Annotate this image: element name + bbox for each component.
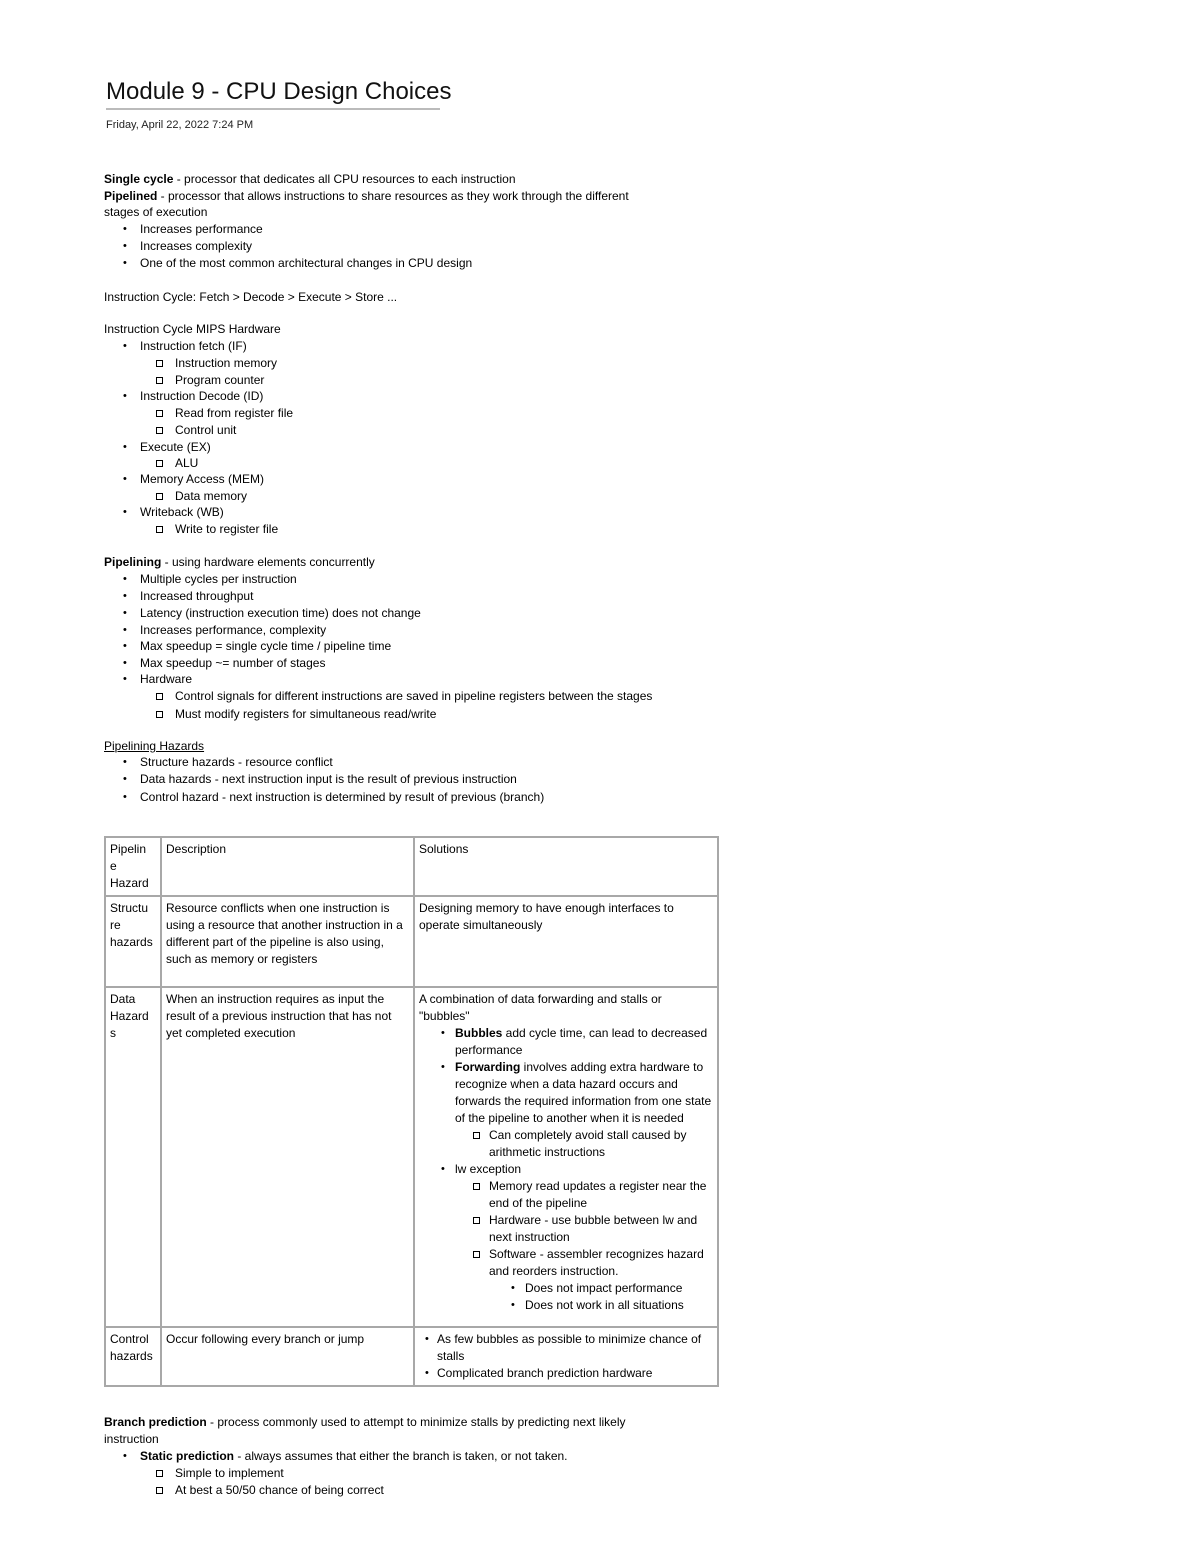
mips-sub: Control unit bbox=[175, 423, 237, 437]
mips-sub: Data memory bbox=[175, 489, 248, 503]
static-prediction-def: - always assumes that either the branch is taken, or not taken. bbox=[234, 1449, 568, 1463]
forwarding-text: involves adding extra hardware to recognize when a data hazard occurs and forwards the required information from one state of the pipeline to another when it is needed bbox=[455, 1060, 712, 1125]
mips-stage: • Writeback (WB) bbox=[140, 504, 224, 520]
row-name-text: Structu re hazards bbox=[110, 901, 153, 949]
pipelined-term: Pipelined bbox=[104, 189, 158, 203]
pipelined-def-cont: stages of execution bbox=[104, 205, 208, 219]
header-hazard-text: Pipelin e Hazard bbox=[110, 842, 149, 890]
row-description-text: Occur following every branch or jump bbox=[166, 1332, 365, 1346]
row-name bbox=[105, 1327, 161, 1386]
pipelined-line bbox=[104, 188, 629, 204]
mips-stage: • Execute (EX) bbox=[140, 439, 211, 455]
hardware-sub: Control signals for different instructions are saved in pipeline registers between the stages bbox=[175, 689, 653, 703]
mips-stage: • Instruction Decode (ID) bbox=[140, 388, 263, 404]
lw-sub: Hardware - use bubble between lw and next instruction bbox=[469, 1212, 713, 1246]
branch-prediction-def-cont: instruction bbox=[104, 1432, 159, 1446]
control-solution: • As few bubbles as possible to minimize chance of stalls bbox=[419, 1331, 713, 1365]
hazard-bullet: • Structure hazards - resource conflict bbox=[140, 754, 333, 770]
pipelining-bullet: • Latency (instruction execution time) does not change bbox=[140, 605, 421, 621]
static-sub: Simple to implement bbox=[175, 1466, 284, 1480]
row-description bbox=[161, 896, 414, 987]
pipelining-line bbox=[104, 554, 375, 570]
single-cycle-def: - processor that dedicates all CPU resources to each instruction bbox=[173, 172, 516, 186]
lw-sub: Memory read updates a register near the end of the pipeline bbox=[469, 1178, 713, 1212]
mips-sub: Instruction memory bbox=[175, 356, 278, 370]
forwarding-item bbox=[435, 1059, 713, 1127]
pipelining-def: - using hardware elements concurrently bbox=[161, 555, 375, 569]
static-prediction-term: Static prediction bbox=[140, 1449, 235, 1463]
control-solution: • Complicated branch prediction hardware bbox=[419, 1365, 713, 1382]
header-description bbox=[161, 837, 414, 896]
mips-sub: ALU bbox=[175, 456, 199, 470]
table-row bbox=[105, 1327, 718, 1386]
header-solutions bbox=[414, 837, 718, 896]
single-cycle-line bbox=[104, 171, 516, 187]
pipelining-term: Pipelining bbox=[104, 555, 162, 569]
row-description-text: When an instruction requires as input the result of a previous instruction that has not yet completed execution bbox=[166, 992, 392, 1040]
row-description bbox=[161, 1327, 414, 1386]
mips-heading: Instruction Cycle MIPS Hardware bbox=[104, 322, 281, 336]
static-prediction-line bbox=[140, 1448, 568, 1464]
row-name-text: Data Hazard s bbox=[110, 992, 149, 1040]
branch-prediction-def: - process commonly used to attempt to minimize stalls by predicting next likely bbox=[206, 1415, 626, 1429]
forwarding-sub: Can completely avoid stall caused by arithmetic instructions bbox=[469, 1127, 713, 1161]
lw-sub: Software - assembler recognizes hazard and reorders instruction. bbox=[469, 1246, 713, 1280]
mips-stage: • Memory Access (MEM) bbox=[140, 471, 264, 487]
branch-prediction-term: Branch prediction bbox=[104, 1415, 207, 1429]
row-name-text: Control hazards bbox=[110, 1332, 153, 1363]
intro-bullet: • Increases complexity bbox=[140, 238, 252, 254]
hazard-bullet: • Data hazards - next instruction input is the result of previous instruction bbox=[140, 771, 517, 787]
row-name bbox=[105, 896, 161, 987]
pipelined-def: - processor that allows instructions to share resources as they work through the different bbox=[157, 189, 629, 203]
pipelining-bullet: • Hardware bbox=[140, 671, 192, 687]
row-name bbox=[105, 987, 161, 1327]
row-solution-text: Designing memory to have enough interfaces to operate simultaneously bbox=[419, 901, 674, 932]
forwarding-term: Forwarding bbox=[455, 1060, 521, 1074]
intro-bullet: • One of the most common architectural changes in CPU design bbox=[140, 255, 472, 271]
branch-prediction-line bbox=[104, 1414, 626, 1430]
mips-sub: Write to register file bbox=[175, 522, 279, 536]
bubbles-item bbox=[435, 1025, 713, 1059]
row-solution bbox=[414, 987, 718, 1327]
mips-stage: • Instruction fetch (IF) bbox=[140, 338, 247, 354]
data-hazard-solution-intro: A combination of data forwarding and stalls or "bubbles" bbox=[419, 992, 662, 1023]
row-solution bbox=[414, 1327, 718, 1386]
software-sub: • Does not work in all situations bbox=[505, 1297, 713, 1314]
hazards-heading: Pipelining Hazards bbox=[104, 739, 205, 753]
static-sub: At best a 50/50 chance of being correct bbox=[175, 1483, 384, 1497]
mips-sub: Program counter bbox=[175, 373, 265, 387]
pipelining-bullet: • Max speedup = single cycle time / pipeline time bbox=[140, 638, 391, 654]
bubbles-term: Bubbles bbox=[455, 1026, 503, 1040]
hazard-table bbox=[104, 836, 719, 1387]
table-header-row bbox=[105, 837, 718, 896]
lw-exception-item: • lw exception bbox=[435, 1161, 713, 1178]
page-date: Friday, April 22, 2022 7:24 PM bbox=[106, 119, 254, 131]
table-row bbox=[105, 987, 718, 1327]
intro-bullet: • Increases performance bbox=[140, 221, 263, 237]
row-solution bbox=[414, 896, 718, 987]
hazard-bullet: • Control hazard - next instruction is determined by result of previous (branch) bbox=[140, 789, 544, 805]
row-description-text: Resource conflicts when one instruction is using a resource that another instruction in a different part of the pipeline is also using, such as memory or registers bbox=[166, 901, 403, 966]
mips-sub: Read from register file bbox=[175, 406, 294, 420]
page-title: Module 9 - CPU Design Choices bbox=[106, 78, 440, 110]
pipelining-bullet: • Max speedup ~= number of stages bbox=[140, 655, 325, 671]
pipelining-bullet: • Increased throughput bbox=[140, 588, 253, 604]
pipelining-bullet: • Multiple cycles per instruction bbox=[140, 571, 297, 587]
bubbles-text: add cycle time, can lead to decreased performance bbox=[455, 1026, 708, 1057]
header-description-text: Description bbox=[166, 842, 227, 856]
row-description bbox=[161, 987, 414, 1327]
instruction-cycle-line: Instruction Cycle: Fetch > Decode > Execute > Store ... bbox=[104, 290, 398, 304]
header-hazard bbox=[105, 837, 161, 896]
hardware-sub: Must modify registers for simultaneous read/write bbox=[175, 707, 437, 721]
software-sub: • Does not impact performance bbox=[505, 1280, 713, 1297]
pipelining-bullet: • Increases performance, complexity bbox=[140, 622, 326, 638]
single-cycle-term: Single cycle bbox=[104, 172, 174, 186]
header-solutions-text: Solutions bbox=[419, 842, 469, 856]
table-row bbox=[105, 896, 718, 987]
